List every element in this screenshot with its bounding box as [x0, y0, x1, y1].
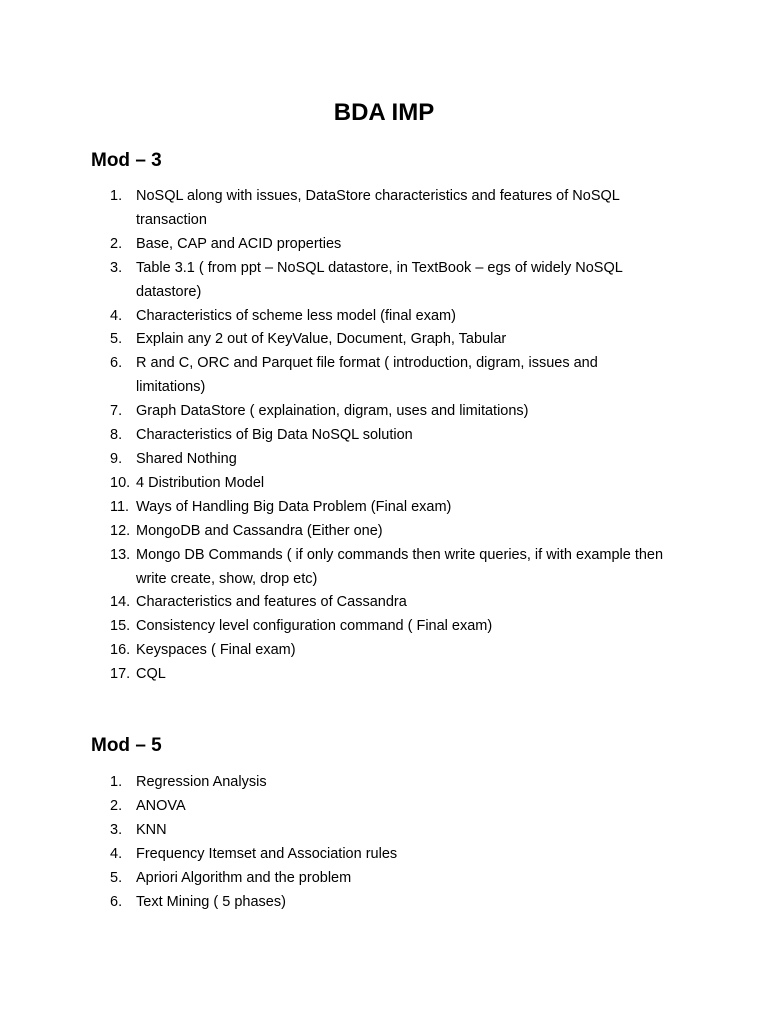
list-item-text: Mongo DB Commands ( if only commands then write queries, if with example then write create, show, drop etc): [136, 546, 664, 587]
list-item-number: 6.: [110, 355, 123, 372]
list-item-number: 2.: [110, 797, 123, 814]
list-item: [110, 771, 670, 795]
list-item-text: Ways of Handling Big Data Problem (Final exam): [136, 498, 452, 515]
list-item: [110, 891, 670, 915]
list-item-number: 3.: [110, 821, 123, 838]
list-item-text: Consistency level configuration command ( Final exam): [136, 618, 493, 635]
list-item-text: KNN: [136, 821, 167, 838]
list-item-text: 4 Distribution Model: [136, 474, 265, 491]
list-item: [110, 400, 670, 424]
list-item: [110, 843, 670, 867]
list-item-number: 5.: [110, 869, 123, 886]
list-item: [110, 639, 670, 663]
list-item-text: Characteristics and features of Cassandra: [136, 594, 407, 611]
list-item-number: 4.: [110, 845, 123, 862]
list-item-text: Apriori Algorithm and the problem: [136, 869, 352, 886]
list-item-number: 7.: [110, 403, 123, 420]
list-item-text: MongoDB and Cassandra (Either one): [136, 522, 383, 539]
list-item-number: 9.: [110, 450, 123, 467]
list-item-text: Table 3.1 ( from ppt – NoSQL datastore, in TextBook – egs of widely NoSQL datastore): [136, 259, 623, 300]
list-item: [110, 257, 670, 305]
list-item: [110, 867, 670, 891]
list-item-text: Frequency Itemset and Association rules: [136, 845, 398, 862]
list-item: [110, 328, 670, 352]
list-item: [110, 544, 670, 592]
list-item-text: Text Mining ( 5 phases): [136, 893, 286, 910]
document-title: BDA IMP: [333, 99, 435, 126]
list-item: [110, 424, 670, 448]
list-item: [110, 520, 670, 544]
list-item-text: Keyspaces ( Final exam): [136, 642, 296, 659]
list-item: [110, 233, 670, 257]
list-item-number: 17.: [110, 666, 131, 683]
list-item: [110, 496, 670, 520]
list-item-number: 4.: [110, 307, 123, 324]
list-item-number: 1.: [110, 774, 123, 790]
list-item: [110, 795, 670, 819]
list-item-number: 6.: [110, 893, 123, 910]
list-item-number: 1.: [110, 188, 123, 204]
list-item-number: 5.: [110, 331, 123, 348]
list-item-text: Regression Analysis: [136, 774, 267, 790]
list-item: [110, 185, 670, 233]
list-item-text: Characteristics of scheme less model (final exam): [136, 307, 456, 324]
list-item-text: NoSQL along with issues, DataStore characteristics and features of NoSQL transaction: [136, 188, 620, 228]
list-item-text: Explain any 2 out of KeyValue, Document, Graph, Tabular: [136, 331, 507, 348]
list-item: [110, 448, 670, 472]
list-item-text: Characteristics of Big Data NoSQL solution: [136, 427, 413, 444]
list-item: [110, 615, 670, 639]
list-item-text: R and C, ORC and Parquet file format ( introduction, digram, issues and limitations): [136, 355, 598, 396]
list-item-number: 2.: [110, 235, 123, 252]
list-item: [110, 352, 670, 400]
list-item-number: 11.: [110, 498, 130, 515]
list-item-text: Graph DataStore ( explaination, digram, uses and limitations): [136, 403, 529, 420]
list-item-number: 13.: [110, 546, 131, 563]
list-item: [110, 591, 670, 615]
list-item: [110, 663, 670, 687]
list-item: [110, 819, 670, 843]
list-item-text: Base, CAP and ACID properties: [136, 235, 342, 252]
list-item-text: ANOVA: [136, 797, 186, 814]
mod-5-list: [110, 771, 670, 914]
list-item-number: 12.: [110, 522, 131, 539]
list-item-number: 10.: [110, 474, 131, 491]
section-heading-mod-5: Mod – 5: [91, 735, 162, 756]
list-item-text: Shared Nothing: [136, 450, 237, 467]
list-item-number: 14.: [110, 594, 131, 611]
list-item-number: 16.: [110, 642, 131, 659]
mod-3-list: [110, 185, 670, 687]
list-item-number: 3.: [110, 259, 123, 276]
list-item-number: 8.: [110, 427, 123, 444]
list-item: [110, 472, 670, 496]
section-heading-mod-3: Mod – 3: [91, 150, 162, 171]
list-item-text: CQL: [136, 666, 166, 683]
list-item-number: 15.: [110, 618, 131, 635]
list-item: [110, 305, 670, 329]
